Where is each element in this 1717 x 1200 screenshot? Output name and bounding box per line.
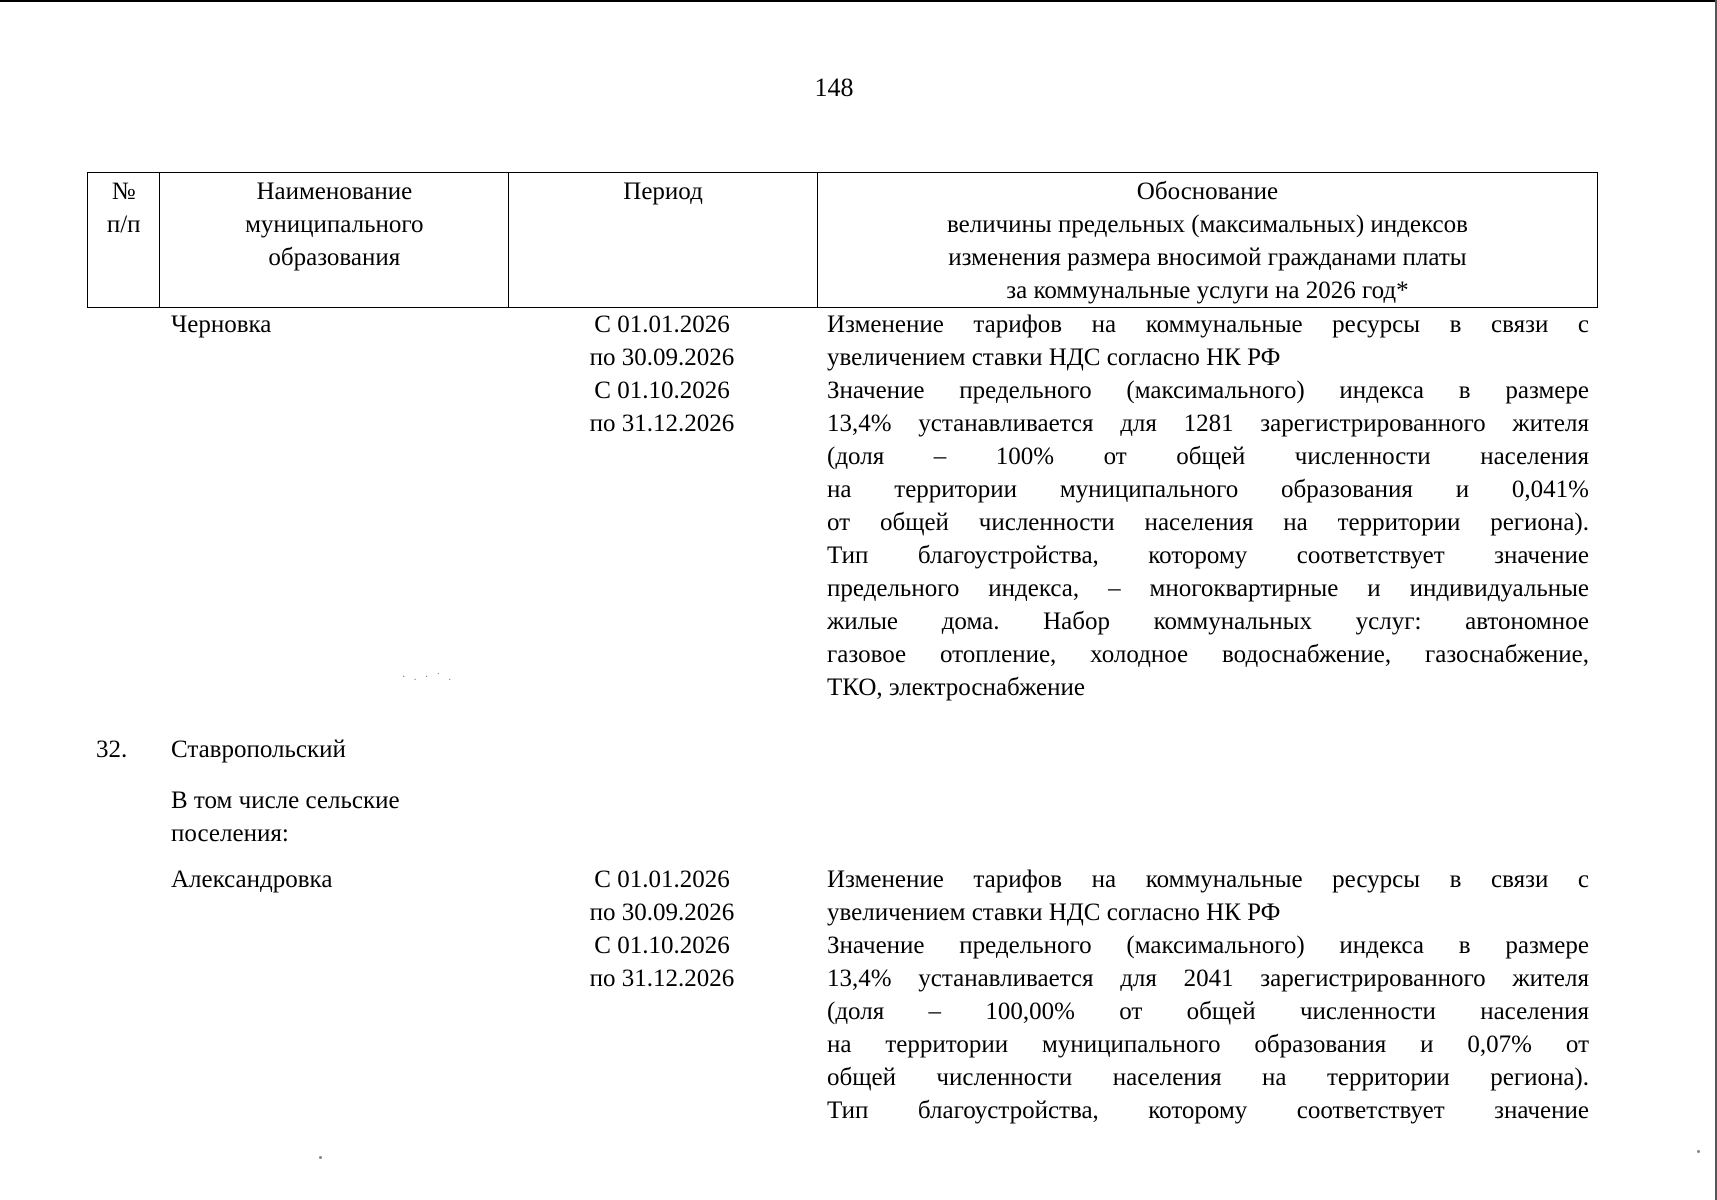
justification-line: увеличением ставки НДС согласно НК РФ	[827, 344, 1281, 371]
justification-line: увеличением ставки НДС согласно НК РФ	[827, 899, 1281, 926]
table-header-row	[88, 173, 1598, 308]
header-col-justification-line: изменения размера вносимой гражданами платы	[948, 244, 1467, 271]
period-line: С 01.01.2026	[594, 866, 730, 893]
subheading-line: В том числе сельские	[171, 787, 400, 814]
header-col-name-line: образования	[268, 244, 401, 271]
justification-line: Изменение тарифов на коммунальные ресурсы в связи с	[827, 866, 1589, 893]
entry-subheading-stavropolsky	[171, 784, 400, 850]
entry-name-chernovka: Черновка	[171, 311, 272, 338]
justification-line: на территории муниципального образования и 0,07% от	[827, 1031, 1589, 1058]
period-line: по 30.09.2026	[589, 899, 735, 926]
justification-line: Тип благоустройства, которому соответствует значение	[827, 1097, 1589, 1124]
justification-line: (доля – 100% от общей численности населения	[827, 443, 1589, 470]
justification-line: Изменение тарифов на коммунальные ресурсы в связи с	[827, 311, 1589, 338]
period-line: С 01.10.2026	[594, 377, 730, 404]
scan-speck	[1697, 1150, 1700, 1153]
entry-name-aleksandrovka: Александровка	[171, 866, 333, 893]
justification-line: 13,4% устанавливается для 2041 зарегистрированного жителя	[827, 965, 1589, 992]
justification-line: от общей численности населения на территории региона).	[827, 509, 1589, 536]
header-col-name-line: Наименование	[256, 178, 413, 205]
justification-line: Значение предельного (максимального) индекса в размере	[827, 932, 1589, 959]
justification-line: ТКО, электроснабжение	[827, 674, 1085, 701]
entry-number-stavropolsky: 32.	[96, 736, 128, 763]
entry-name-stavropolsky: Ставропольский	[171, 736, 346, 763]
table-header	[87, 172, 1598, 308]
header-col-justification-line: величины предельных (максимальных) индексов	[946, 211, 1468, 238]
justification-line: Тип благоустройства, которому соответствует значение	[827, 542, 1589, 569]
period-line: по 31.12.2026	[589, 410, 735, 437]
page-number: 148	[814, 73, 854, 102]
header-col-justification-line: за коммунальные услуги на 2026 год*	[1006, 277, 1409, 304]
header-col-justification-line: Обоснование	[1136, 178, 1279, 205]
page-border-top	[0, 0, 1717, 2]
justification-line: Значение предельного (максимального) индекса в размере	[827, 377, 1589, 404]
period-line: С 01.10.2026	[594, 932, 730, 959]
period-line: по 30.09.2026	[589, 344, 735, 371]
justification-line: 13,4% устанавливается для 1281 зарегистрированного жителя	[827, 410, 1589, 437]
justification-line: жилые дома. Набор коммунальных услуг: автономное	[827, 608, 1589, 635]
header-col-name	[160, 173, 509, 308]
entry-justification-aleksandrovka	[827, 863, 1589, 1127]
header-col-justification	[817, 173, 1597, 308]
scan-speck	[319, 1156, 322, 1159]
justification-line: (доля – 100,00% от общей численности населения	[827, 998, 1589, 1025]
period-line: по 31.12.2026	[589, 965, 735, 992]
header-col-number-line: п/п	[106, 211, 141, 238]
header-col-period	[509, 173, 818, 308]
period-line: С 01.01.2026	[594, 311, 730, 338]
header-col-name-line: муниципального	[245, 211, 424, 238]
justification-line: общей численности населения на территории региона).	[827, 1064, 1589, 1091]
entry-period-chernovka	[537, 308, 787, 440]
scan-specks: · . · ˙ .	[402, 672, 454, 683]
header-col-number-line: №	[111, 178, 136, 205]
entry-justification-chernovka	[827, 308, 1589, 704]
subheading-line: поселения:	[171, 820, 289, 847]
header-col-period-line: Период	[623, 178, 703, 205]
entry-period-aleksandrovka	[537, 863, 787, 995]
justification-line: газовое отопление, холодное водоснабжение, газоснабжение,	[827, 641, 1589, 668]
justification-line: на территории муниципального образования и 0,041%	[827, 476, 1589, 503]
header-col-number	[88, 173, 160, 308]
justification-line: предельного индекса, – многоквартирные и индивидуальные	[827, 575, 1589, 602]
